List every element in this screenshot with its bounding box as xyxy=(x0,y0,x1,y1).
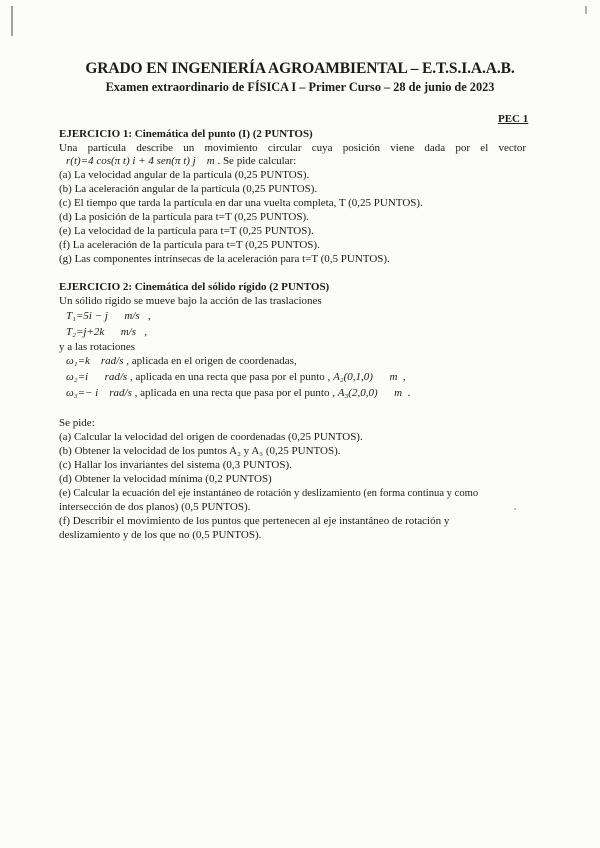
ex1-item-b: (b) La aceleración angular de la partícula (0,25 PUNTOS). xyxy=(59,183,318,195)
point-a3-unit: m xyxy=(394,387,403,399)
formula-tail: . Se pide calcular: xyxy=(217,155,297,167)
ex1-item-a: (a) La velocidad angular de la partícula (0,25 PUNTOS). xyxy=(59,169,310,181)
ex1-intro: Una partícula describe un movimiento circular cuya posición viene dada por el vector xyxy=(59,142,526,154)
ex2-item-a: (a) Calcular la velocidad del origen de coordenadas (0,25 PUNTOS). xyxy=(59,431,363,443)
translation-1-tail: , xyxy=(147,310,151,322)
ex2-ask: Se pide: xyxy=(59,417,95,429)
rotation-2-unit: rad/s xyxy=(104,371,128,383)
dust-dot xyxy=(514,508,516,510)
ex2-rot-intro: y a las rotaciones xyxy=(59,341,136,353)
ex1-item-e: (e) La velocidad de la partícula para t=T (0,25 PUNTOS). xyxy=(59,225,314,237)
position-formula: r(t)=4 cos(π t) i + 4 sen(π t) j xyxy=(66,155,196,167)
rotation-1-text: , aplicada en el origen de coordenadas, xyxy=(126,355,297,367)
ex2-item-e: (e) Calcular la ecuación del eje instantáneo de rotación y deslizamiento (en forma continua y como xyxy=(59,488,479,499)
ex2-intro: Un sólido rígido se mueve bajo la acción de las traslaciones xyxy=(59,295,322,307)
ex2-item-c: (c) Hallar los invariantes del sistema (0,3 PUNTOS). xyxy=(59,459,292,471)
rotation-1-unit: rad/s xyxy=(100,355,124,367)
position-unit: m xyxy=(206,155,215,167)
translation-1-unit: m/s xyxy=(124,310,140,322)
ex2-item-e-cont: intersección de dos planos) (0,5 PUNTOS). xyxy=(59,501,251,513)
rotation-3-tail: . xyxy=(407,387,411,399)
point-a2-unit: m xyxy=(389,371,398,383)
rotation-2-expr: ω₂=i xyxy=(66,371,89,383)
translation-2-unit: m/s xyxy=(120,326,137,338)
rotation-3-unit: rad/s xyxy=(109,387,132,399)
ex2-item-d: (d) Obtener la velocidad mínima (0,2 PUNTOS) xyxy=(59,473,272,485)
rotation-2-text: , aplicada en una recta que pasa por el punto , xyxy=(129,371,331,383)
translation-2-tail: , xyxy=(144,326,148,338)
ex1-item-g: (g) Las componentes intrínsecas de la aceleración para t=T (0,5 PUNTOS). xyxy=(59,253,390,265)
ex1-item-c: (c) El tiempo que tarda la partícula en dar una vuelta completa, T (0,25 PUNTOS). xyxy=(59,197,423,209)
translation-1 xyxy=(66,310,151,322)
rotation-3-text: , aplicada en una recta que pasa por el punto , xyxy=(134,387,335,399)
translation-2 xyxy=(66,326,147,338)
exam-code: PEC 1 xyxy=(498,113,529,125)
ex2-item-f: (f) Describir el movimiento de los puntos que pertenecen al eje instantáneo de rotación y xyxy=(59,515,450,527)
ex2-item-f-cont: deslizamiento y de los que no (0,5 PUNTOS). xyxy=(59,529,262,541)
ex1-formula-row xyxy=(66,155,296,167)
ex1-heading: EJERCICIO 1: Cinemática del punto (I) (2 PUNTOS) xyxy=(59,128,313,140)
ex1-item-f: (f) La aceleración de la partícula para t=T (0,25 PUNTOS). xyxy=(59,239,320,251)
exam-subtitle: Examen extraordinario de FÍSICA I – Primer Curso – 28 de junio de 2023 xyxy=(105,80,495,94)
rotation-1-expr: ω₁=k xyxy=(66,355,90,367)
ex2-heading: EJERCICIO 2: Cinemática del sólido rígido (2 PUNTOS) xyxy=(59,281,330,293)
rotation-3 xyxy=(66,387,410,399)
point-a2: A₂(0,1,0) xyxy=(333,371,373,383)
rotation-3-expr: ω₃=− i xyxy=(66,387,99,399)
translation-1-expr: T₁=5i − j xyxy=(66,310,108,322)
ex1-item-d: (d) La posición de la partícula para t=T (0,25 PUNTOS). xyxy=(59,211,309,223)
ex2-item-b: (b) Obtener la velocidad de los puntos A₂ y A₃ (0,25 PUNTOS). xyxy=(59,445,341,457)
rotation-2-tail: , xyxy=(402,371,406,383)
point-a3: A₃(2,0,0) xyxy=(337,387,378,399)
exam-title: GRADO EN INGENIERÍA AGROAMBIENTAL – E.T.S.I.A.A.B. xyxy=(85,60,515,77)
rotation-2 xyxy=(66,371,406,383)
translation-2-expr: T₂=j+2k xyxy=(66,326,105,338)
rotation-1 xyxy=(66,355,297,367)
